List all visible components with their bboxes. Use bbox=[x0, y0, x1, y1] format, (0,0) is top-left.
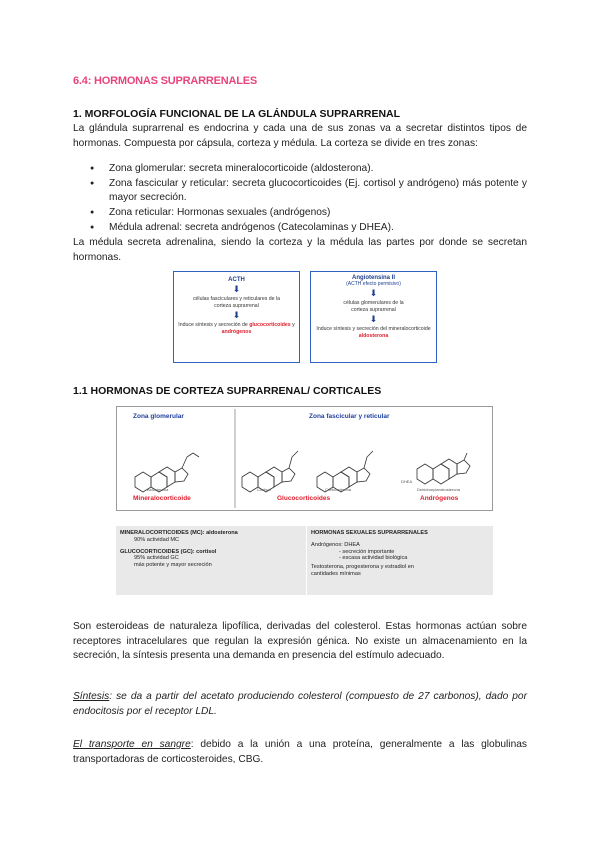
androgenos-label: Andrógenos bbox=[420, 495, 459, 502]
acth-box bbox=[173, 271, 300, 363]
transport-label: El transporte en sangre bbox=[73, 739, 191, 750]
angiotensin-box bbox=[310, 271, 437, 363]
zone-glomerular-label: Zona glomerular bbox=[133, 413, 184, 420]
molecule-label: Aldosterona bbox=[147, 487, 169, 492]
table-line: - secreción importante bbox=[339, 548, 395, 555]
table-line: 95% actividad GC bbox=[134, 555, 179, 562]
angiotensin-subheader: (ACTH efecto permisivo) bbox=[346, 281, 401, 287]
molecule-label: DHEA bbox=[401, 479, 413, 484]
molecule-label: Cortisol bbox=[257, 487, 271, 492]
table-line: más potente y mayor secreción bbox=[134, 562, 212, 569]
acth-cells: células fasciculares y reticulares de la corteza suprarrenal bbox=[192, 296, 281, 309]
glucocorticoides-label: Glucocorticoides bbox=[277, 495, 331, 502]
intro-paragraph: La glándula suprarrenal es endocrina y cada una de sus zonas va a secretar distintos tipos de hormonas. Compuesta por cápsula, corteza y médula. La corteza se divide en tres zonas: bbox=[73, 123, 527, 149]
table-line: cantidades mínimas bbox=[311, 570, 361, 577]
angiotensin-result: Induce síntesis y secreción del mineralocorticoide aldosterona bbox=[316, 326, 431, 339]
list-item: ● Zona fascicular y reticular: secreta glucocorticoides (Ej. cortisol y andrógeno) más potente y mayor secreción. bbox=[73, 177, 527, 206]
angiotensin-cells: células glomerulares de la corteza suprarrenal bbox=[343, 300, 404, 313]
acth-header: ACTH bbox=[228, 277, 245, 283]
table-line: MINERALOCORTICOIDES (MC): aldosterona bbox=[120, 530, 238, 536]
molecule-label: Corticosterona bbox=[325, 487, 352, 492]
synthesis-paragraph: Síntesis: se da a partir del acetato produciendo colesterol (compuesto de 27 carbonos), dado por endocitosis por el receptor LDL. bbox=[73, 691, 527, 717]
molecule-label: Dehidroepiandrosterona bbox=[417, 487, 460, 492]
sexual-hormones-table bbox=[307, 526, 493, 595]
zones-list bbox=[73, 162, 527, 236]
steroid-paragraph: Son esteroideas de naturaleza lipofílica, derivadas del colesterol. Estas hormonas actúan sobre receptores intracelulares que regulan la expresión génica. No existe un almacenamiento en la secreción, la síntesis presenta una demanda en presencia del estímulo adecuado. bbox=[73, 621, 527, 662]
corticoids-table bbox=[116, 526, 306, 595]
heading-corticales: 1.1 HORMONAS DE CORTEZA SUPRARRENAL/ CORTICALES bbox=[73, 385, 382, 397]
transport-paragraph: El transporte en sangre: debido a la unión a una proteína, generalmente a las globulinas transportadoras de corticosteroides, CBG. bbox=[73, 739, 527, 765]
arrow-down-icon: ⬇ bbox=[369, 288, 378, 298]
zone-fascicular-label: Zona fascicular y reticular bbox=[309, 413, 390, 420]
list-item: ● Médula adrenal: secreta andrógenos (Catecolaminas y DHEA). bbox=[73, 221, 527, 236]
table-line: GLUCOCORTICOIDES (GC): cortisol bbox=[120, 548, 217, 555]
table-line: 90% actividad MC bbox=[134, 536, 180, 543]
section-title: 6.4: HORMONAS SUPRARRENALES bbox=[73, 75, 258, 87]
steroid-structures-figure bbox=[116, 406, 493, 511]
medulla-paragraph: La médula secreta adrenalina, siendo la corteza y la médula las partes por donde se secretan hormonas. bbox=[73, 237, 527, 263]
acth-result: Induce síntesis y secreción de glucocorticoides y andrógenos bbox=[178, 322, 295, 335]
table-line: Andrógenos: DHEA bbox=[311, 541, 360, 548]
list-item: ● Zona reticular: Hormonas sexuales (andrógenos) bbox=[73, 206, 527, 221]
list-item: ● Zona glomerular: secreta mineralocorticoide (aldosterona). bbox=[73, 162, 527, 177]
arrow-down-icon: ⬇ bbox=[369, 314, 378, 324]
table-line: - escasa actividad biológica bbox=[339, 555, 408, 562]
table-line: Testosterona, progesterona y estradiol en bbox=[311, 564, 414, 571]
arrow-down-icon: ⬇ bbox=[232, 310, 241, 320]
table-title: HORMONAS SEXUALES SUPRARRENALES bbox=[311, 530, 428, 536]
angiotensin-header: Angiotensina II bbox=[351, 275, 395, 281]
steroid-molecule bbox=[135, 451, 470, 492]
arrow-down-icon: ⬇ bbox=[232, 284, 241, 294]
synthesis-label: Síntesis bbox=[73, 691, 110, 702]
heading-morfologia: 1. MORFOLOGÍA FUNCIONAL DE LA GLÁNDULA SUPRARRENAL bbox=[73, 108, 401, 120]
mineralocorticoide-label: Mineralocorticoide bbox=[133, 495, 191, 502]
